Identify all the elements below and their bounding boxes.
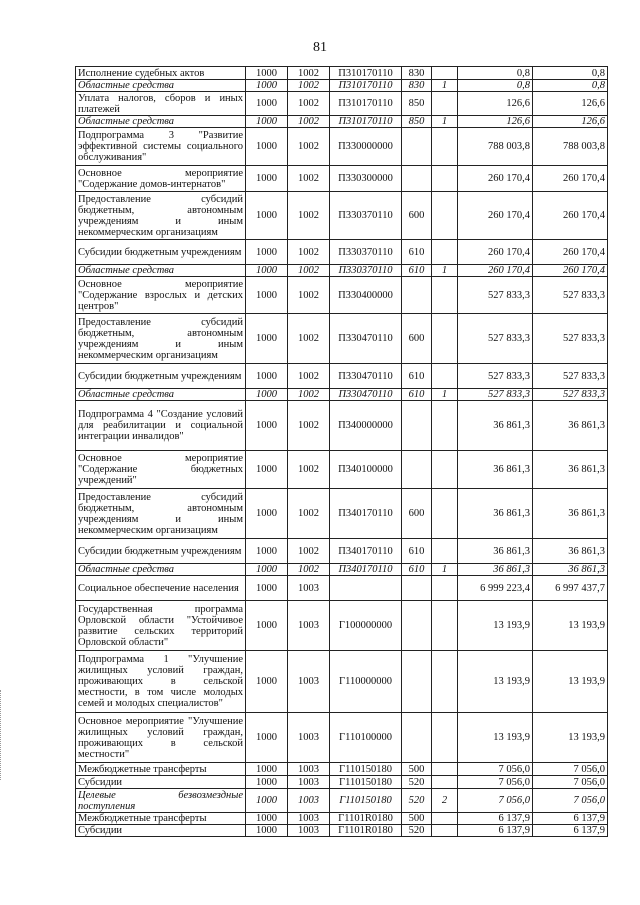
cell-subsection-code: 1002 [288, 539, 330, 564]
cell-subsection-code: 1003 [288, 789, 330, 813]
cell-expense-type: 520 [402, 776, 432, 789]
cell-amount-plan: 6 137,9 [458, 825, 533, 837]
cell-name: Государственная программа Орловской области "Устойчивое развитие сельских территорий Орловской области" [76, 601, 246, 651]
cell-name: Целевые безвозмездные поступления [76, 789, 246, 813]
cell-amount-plan: 527 833,3 [458, 277, 533, 314]
table-row [76, 364, 608, 389]
cell-funding-source [432, 240, 458, 265]
cell-expense-type: 520 [402, 789, 432, 813]
table-row [76, 389, 608, 401]
cell-subsection-code: 1002 [288, 265, 330, 277]
cell-name: Межбюджетные трансферты [76, 763, 246, 776]
cell-subsection-code: 1003 [288, 601, 330, 651]
cell-target-article: П330470110 [330, 364, 402, 389]
cell-subsection-code: 1003 [288, 713, 330, 763]
cell-name: Уплата налогов, сборов и иных платежей [76, 92, 246, 116]
cell-subsection-code: 1002 [288, 192, 330, 240]
cell-expense-type: 830 [402, 80, 432, 92]
cell-amount-adjusted: 260 170,4 [533, 166, 608, 192]
budget-table [75, 66, 608, 837]
cell-expense-type: 520 [402, 825, 432, 837]
cell-funding-source [432, 813, 458, 825]
table-row [76, 713, 608, 763]
cell-amount-plan: 0,8 [458, 67, 533, 80]
cell-section-code: 1000 [246, 401, 288, 451]
cell-funding-source [432, 401, 458, 451]
side-margin-mark [0, 690, 7, 780]
cell-name: Субсидии [76, 825, 246, 837]
cell-amount-adjusted: 36 861,3 [533, 539, 608, 564]
cell-section-code: 1000 [246, 128, 288, 166]
cell-target-article: Г1101R0180 [330, 825, 402, 837]
cell-section-code: 1000 [246, 389, 288, 401]
cell-expense-type: 610 [402, 240, 432, 265]
cell-name: Областные средства [76, 80, 246, 92]
cell-name: Основное мероприятие "Содержание бюджетных учреждений" [76, 451, 246, 489]
cell-expense-type [402, 651, 432, 713]
cell-target-article: П340170110 [330, 564, 402, 576]
cell-funding-source [432, 601, 458, 651]
cell-expense-type: 610 [402, 539, 432, 564]
cell-name: Предоставление субсидий бюджетным, автономным учреждениям и иным некоммерческим организациям [76, 489, 246, 539]
cell-expense-type: 500 [402, 813, 432, 825]
cell-amount-adjusted: 126,6 [533, 116, 608, 128]
cell-name: Субсидии бюджетным учреждениям [76, 240, 246, 265]
cell-name: Областные средства [76, 389, 246, 401]
cell-amount-plan: 6 999 223,4 [458, 576, 533, 601]
cell-subsection-code: 1002 [288, 128, 330, 166]
cell-subsection-code: 1002 [288, 116, 330, 128]
cell-expense-type [402, 128, 432, 166]
cell-amount-plan: 13 193,9 [458, 601, 533, 651]
cell-amount-adjusted: 260 170,4 [533, 192, 608, 240]
cell-target-article: Г110150180 [330, 763, 402, 776]
cell-amount-adjusted: 6 997 437,7 [533, 576, 608, 601]
table-row [76, 192, 608, 240]
cell-section-code: 1000 [246, 192, 288, 240]
cell-amount-plan: 260 170,4 [458, 265, 533, 277]
table-row [76, 564, 608, 576]
cell-subsection-code: 1002 [288, 451, 330, 489]
cell-name: Областные средства [76, 265, 246, 277]
cell-target-article: П330300000 [330, 166, 402, 192]
cell-subsection-code: 1003 [288, 776, 330, 789]
cell-amount-adjusted: 7 056,0 [533, 776, 608, 789]
cell-name: Подпрограмма 4 "Создание условий для реабилитации и социальной интеграции инвалидов" [76, 401, 246, 451]
cell-amount-plan: 36 861,3 [458, 401, 533, 451]
cell-expense-type: 610 [402, 265, 432, 277]
cell-amount-plan: 260 170,4 [458, 240, 533, 265]
cell-funding-source [432, 576, 458, 601]
cell-expense-type: 500 [402, 763, 432, 776]
cell-name: Субсидии [76, 776, 246, 789]
cell-target-article: Г110100000 [330, 713, 402, 763]
cell-expense-type [402, 601, 432, 651]
cell-amount-adjusted: 0,8 [533, 80, 608, 92]
table-row [76, 401, 608, 451]
cell-section-code: 1000 [246, 265, 288, 277]
cell-target-article: П330000000 [330, 128, 402, 166]
cell-section-code: 1000 [246, 67, 288, 80]
cell-subsection-code: 1002 [288, 80, 330, 92]
cell-funding-source [432, 539, 458, 564]
cell-target-article: П330400000 [330, 277, 402, 314]
cell-amount-adjusted: 527 833,3 [533, 314, 608, 364]
cell-target-article: П340000000 [330, 401, 402, 451]
cell-funding-source [432, 166, 458, 192]
cell-section-code: 1000 [246, 825, 288, 837]
cell-amount-plan: 527 833,3 [458, 389, 533, 401]
cell-funding-source [432, 713, 458, 763]
budget-table-body [76, 67, 608, 837]
cell-expense-type: 850 [402, 92, 432, 116]
cell-section-code: 1000 [246, 489, 288, 539]
cell-expense-type [402, 401, 432, 451]
cell-target-article: П330370110 [330, 240, 402, 265]
cell-amount-plan: 788 003,8 [458, 128, 533, 166]
cell-section-code: 1000 [246, 240, 288, 265]
cell-section-code: 1000 [246, 451, 288, 489]
table-row [76, 576, 608, 601]
cell-subsection-code: 1003 [288, 825, 330, 837]
cell-section-code: 1000 [246, 277, 288, 314]
cell-expense-type: 600 [402, 489, 432, 539]
cell-subsection-code: 1002 [288, 564, 330, 576]
cell-amount-plan: 13 193,9 [458, 651, 533, 713]
cell-expense-type: 610 [402, 389, 432, 401]
cell-amount-adjusted: 7 056,0 [533, 763, 608, 776]
cell-funding-source [432, 451, 458, 489]
cell-expense-type: 610 [402, 564, 432, 576]
cell-target-article: П310170110 [330, 116, 402, 128]
cell-name: Межбюджетные трансферты [76, 813, 246, 825]
table-row [76, 813, 608, 825]
cell-amount-plan: 7 056,0 [458, 789, 533, 813]
cell-name: Областные средства [76, 116, 246, 128]
table-row [76, 240, 608, 265]
table-row [76, 601, 608, 651]
cell-target-article: Г100000000 [330, 601, 402, 651]
cell-section-code: 1000 [246, 92, 288, 116]
cell-amount-adjusted: 36 861,3 [533, 451, 608, 489]
cell-expense-type: 610 [402, 364, 432, 389]
table-row [76, 67, 608, 80]
table-row [76, 776, 608, 789]
cell-name: Субсидии бюджетным учреждениям [76, 539, 246, 564]
cell-target-article: Г110150180 [330, 776, 402, 789]
table-row [76, 489, 608, 539]
cell-target-article: П310170110 [330, 92, 402, 116]
cell-amount-plan: 36 861,3 [458, 539, 533, 564]
cell-section-code: 1000 [246, 166, 288, 192]
cell-amount-plan: 0,8 [458, 80, 533, 92]
cell-amount-plan: 7 056,0 [458, 776, 533, 789]
cell-amount-plan: 527 833,3 [458, 364, 533, 389]
cell-subsection-code: 1002 [288, 314, 330, 364]
cell-section-code: 1000 [246, 651, 288, 713]
cell-funding-source: 1 [432, 116, 458, 128]
cell-target-article: П340100000 [330, 451, 402, 489]
cell-section-code: 1000 [246, 539, 288, 564]
cell-section-code: 1000 [246, 364, 288, 389]
cell-funding-source [432, 489, 458, 539]
cell-subsection-code: 1002 [288, 277, 330, 314]
cell-amount-plan: 527 833,3 [458, 314, 533, 364]
cell-section-code: 1000 [246, 713, 288, 763]
cell-name: Основное мероприятие "Улучшение жилищных условий граждан, проживающих в сельской местности" [76, 713, 246, 763]
cell-amount-adjusted: 7 056,0 [533, 789, 608, 813]
cell-funding-source: 1 [432, 389, 458, 401]
cell-name: Основное мероприятие "Содержание домов-интернатов" [76, 166, 246, 192]
cell-name: Предоставление субсидий бюджетным, автономным учреждениям и иным некоммерческим организациям [76, 314, 246, 364]
cell-amount-adjusted: 527 833,3 [533, 364, 608, 389]
cell-subsection-code: 1003 [288, 763, 330, 776]
cell-target-article: Г1101R0180 [330, 813, 402, 825]
cell-subsection-code: 1002 [288, 166, 330, 192]
cell-target-article: П340170110 [330, 489, 402, 539]
cell-subsection-code: 1002 [288, 240, 330, 265]
page-number: 81 [313, 40, 327, 55]
cell-subsection-code: 1002 [288, 67, 330, 80]
cell-name: Социальное обеспечение населения [76, 576, 246, 601]
cell-target-article: П310170110 [330, 80, 402, 92]
cell-subsection-code: 1003 [288, 576, 330, 601]
cell-amount-adjusted: 788 003,8 [533, 128, 608, 166]
cell-target-article: П310170110 [330, 67, 402, 80]
cell-target-article: П330470110 [330, 314, 402, 364]
cell-section-code: 1000 [246, 776, 288, 789]
cell-amount-adjusted: 36 861,3 [533, 564, 608, 576]
cell-amount-plan: 13 193,9 [458, 713, 533, 763]
cell-amount-plan: 260 170,4 [458, 166, 533, 192]
cell-target-article: П330370110 [330, 265, 402, 277]
cell-amount-plan: 7 056,0 [458, 763, 533, 776]
cell-funding-source [432, 128, 458, 166]
cell-name: Подпрограмма 1 "Улучшение жилищных условий граждан, проживающих в сельской местности, в том числе молодых семей и молодых специалистов" [76, 651, 246, 713]
cell-subsection-code: 1003 [288, 651, 330, 713]
cell-section-code: 1000 [246, 763, 288, 776]
cell-expense-type: 850 [402, 116, 432, 128]
cell-amount-adjusted: 260 170,4 [533, 240, 608, 265]
cell-amount-adjusted: 126,6 [533, 92, 608, 116]
cell-funding-source: 1 [432, 80, 458, 92]
cell-section-code: 1000 [246, 116, 288, 128]
cell-funding-source [432, 192, 458, 240]
cell-name: Областные средства [76, 564, 246, 576]
table-row [76, 451, 608, 489]
table-row [76, 128, 608, 166]
cell-expense-type: 600 [402, 192, 432, 240]
cell-section-code: 1000 [246, 564, 288, 576]
cell-amount-adjusted: 527 833,3 [533, 277, 608, 314]
cell-name: Основное мероприятие "Содержание взрослых и детских центров" [76, 277, 246, 314]
table-row [76, 80, 608, 92]
cell-name: Предоставление субсидий бюджетным, автономным учреждениям и иным некоммерческим организациям [76, 192, 246, 240]
cell-funding-source: 2 [432, 789, 458, 813]
cell-subsection-code: 1002 [288, 92, 330, 116]
cell-target-article: П340170110 [330, 539, 402, 564]
table-row [76, 265, 608, 277]
table-row [76, 789, 608, 813]
cell-amount-plan: 126,6 [458, 92, 533, 116]
cell-funding-source [432, 67, 458, 80]
table-row [76, 166, 608, 192]
cell-amount-plan: 6 137,9 [458, 813, 533, 825]
table-row [76, 763, 608, 776]
cell-target-article: П330370110 [330, 192, 402, 240]
cell-section-code: 1000 [246, 813, 288, 825]
cell-funding-source [432, 277, 458, 314]
cell-amount-plan: 126,6 [458, 116, 533, 128]
cell-amount-plan: 36 861,3 [458, 564, 533, 576]
cell-subsection-code: 1002 [288, 389, 330, 401]
cell-amount-adjusted: 0,8 [533, 67, 608, 80]
cell-subsection-code: 1002 [288, 489, 330, 539]
cell-amount-adjusted: 6 137,9 [533, 825, 608, 837]
cell-funding-source: 1 [432, 265, 458, 277]
cell-amount-plan: 36 861,3 [458, 451, 533, 489]
cell-funding-source [432, 651, 458, 713]
cell-section-code: 1000 [246, 789, 288, 813]
cell-target-article: Г110150180 [330, 789, 402, 813]
cell-subsection-code: 1002 [288, 364, 330, 389]
cell-funding-source [432, 314, 458, 364]
table-row [76, 539, 608, 564]
cell-section-code: 1000 [246, 80, 288, 92]
cell-section-code: 1000 [246, 601, 288, 651]
table-row [76, 314, 608, 364]
cell-expense-type: 600 [402, 314, 432, 364]
table-row [76, 116, 608, 128]
cell-name: Исполнение судебных актов [76, 67, 246, 80]
cell-name: Подпрограмма 3 "Развитие эффективной системы социального обслуживания" [76, 128, 246, 166]
cell-section-code: 1000 [246, 314, 288, 364]
cell-amount-plan: 36 861,3 [458, 489, 533, 539]
cell-funding-source [432, 364, 458, 389]
cell-amount-adjusted: 13 193,9 [533, 601, 608, 651]
cell-expense-type [402, 576, 432, 601]
cell-funding-source: 1 [432, 564, 458, 576]
table-row [76, 651, 608, 713]
table-row [76, 825, 608, 837]
cell-funding-source [432, 776, 458, 789]
cell-expense-type: 830 [402, 67, 432, 80]
table-row [76, 92, 608, 116]
table-row [76, 277, 608, 314]
cell-subsection-code: 1002 [288, 401, 330, 451]
cell-funding-source [432, 825, 458, 837]
cell-target-article: Г110000000 [330, 651, 402, 713]
cell-funding-source [432, 92, 458, 116]
cell-amount-adjusted: 6 137,9 [533, 813, 608, 825]
cell-expense-type [402, 277, 432, 314]
cell-amount-plan: 260 170,4 [458, 192, 533, 240]
cell-amount-adjusted: 13 193,9 [533, 651, 608, 713]
cell-amount-adjusted: 13 193,9 [533, 713, 608, 763]
cell-amount-adjusted: 527 833,3 [533, 389, 608, 401]
cell-target-article [330, 576, 402, 601]
cell-amount-adjusted: 260 170,4 [533, 265, 608, 277]
cell-target-article: П330470110 [330, 389, 402, 401]
cell-funding-source [432, 763, 458, 776]
cell-section-code: 1000 [246, 576, 288, 601]
cell-name: Субсидии бюджетным учреждениям [76, 364, 246, 389]
cell-subsection-code: 1003 [288, 813, 330, 825]
cell-amount-adjusted: 36 861,3 [533, 489, 608, 539]
cell-expense-type [402, 713, 432, 763]
cell-expense-type [402, 451, 432, 489]
cell-expense-type [402, 166, 432, 192]
cell-amount-adjusted: 36 861,3 [533, 401, 608, 451]
